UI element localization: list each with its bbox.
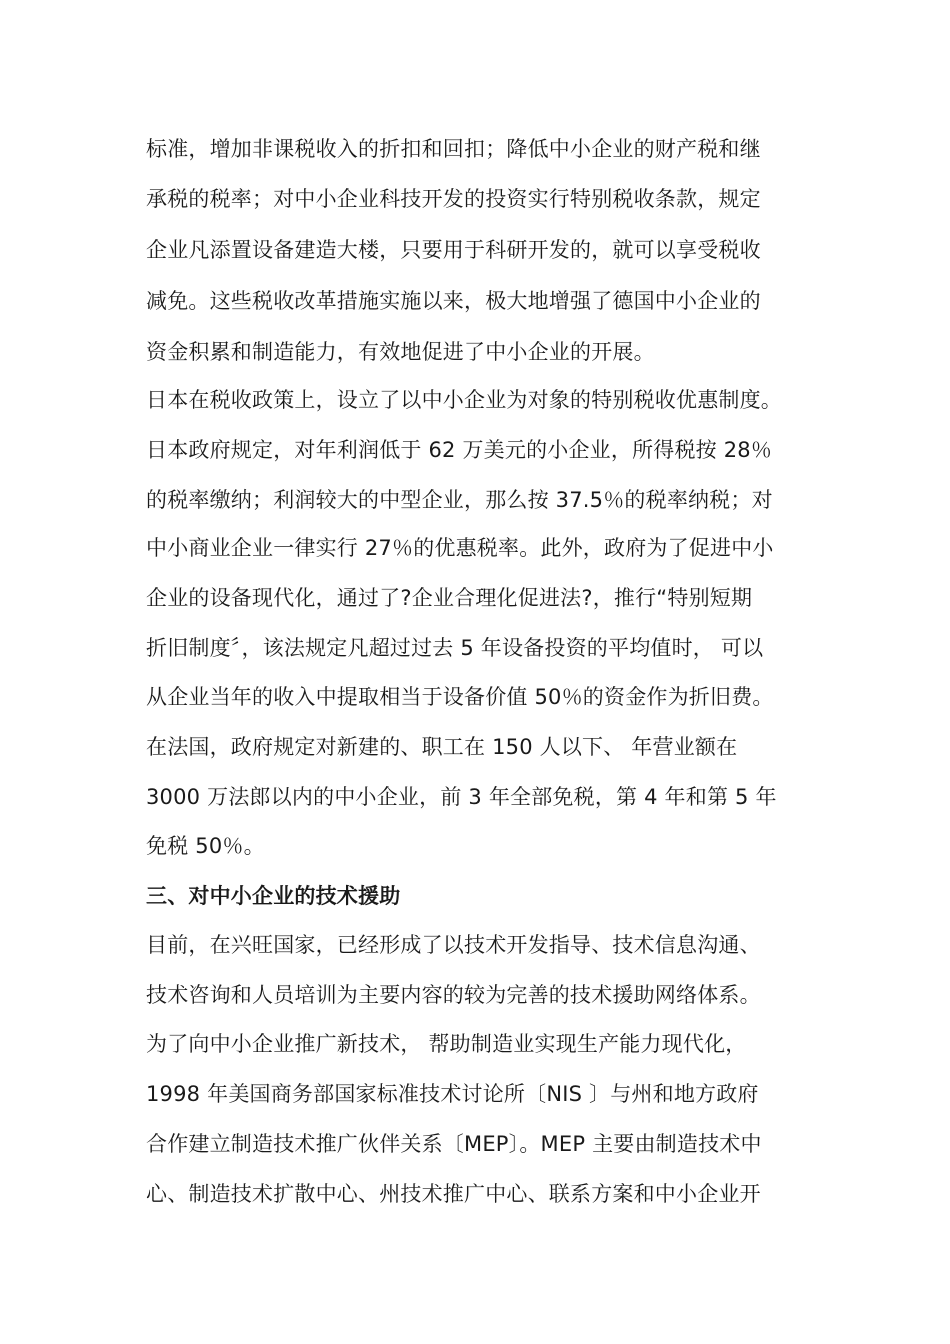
text-line: 企业的设备现代化，通过了?企业合理化促进法?，推行“特别短期 (146, 586, 753, 610)
text-line: 承税的税率；对中小企业科技开发的投资实行特别税收条款，规定 (146, 187, 761, 211)
text-line: 中小商业企业一律实行 27％的优惠税率。此外，政府为了促进中小 (146, 536, 774, 560)
text-line: 3000 万法郎以内的中小企业，前 3 年全部免税，第 4 年和第 5 年 (146, 785, 777, 809)
text-line: 从企业当年的收入中提取相当于设备价值 50％的资金作为折旧费。 (146, 685, 774, 709)
text-line: 企业凡添置设备建造大楼，只要用于科研开发的，就可以享受税收 (146, 238, 761, 262)
text-line: 免税 50％。 (146, 834, 265, 858)
text-line: 日本政府规定，对年利润低于 62 万美元的小企业，所得税按 28％ (146, 438, 773, 462)
text-line: 合作建立制造技术推广伙伴关系〔MEP〕。MEP 主要由制造技术中 (146, 1132, 762, 1156)
text-line: 日本在税收政策上，设立了以中小企业为对象的特别税收优惠制度。 (146, 388, 782, 412)
text-line: 资金积累和制造能力，有效地促进了中小企业的开展。 (146, 340, 655, 364)
text-line: 减免。这些税收改革措施实施以来，极大地增强了德国中小企业的 (146, 289, 761, 313)
text-line: 目前，在兴旺国家，已经形成了以技术开发指导、技术信息沟通、 (146, 933, 761, 957)
text-line: 的税率缴纳；利润较大的中型企业，那么按 37.5％的税率纳税；对 (146, 488, 773, 512)
section-heading: 三、对中小企业的技术援助 (146, 884, 401, 908)
text-line: 折旧制度〞，该法规定凡超过过去 5 年设备投资的平均值时， 可以 (146, 636, 764, 660)
text-line: 技术咨询和人员培训为主要内容的较为完善的技术援助网络体系。 (146, 983, 761, 1007)
text-line: 标准，增加非课税收入的折扣和回扣；降低中小企业的财产税和继 (146, 137, 761, 161)
text-line: 在法国，政府规定对新建的、职工在 150 人以下、 年营业额在 (146, 735, 738, 759)
text-line: 为了向中小企业推广新技术， 帮助制造业实现生产能力现代化， (146, 1032, 747, 1056)
text-line: 心、制造技术扩散中心、州技术推广中心、联系方案和中小企业开 (146, 1182, 761, 1206)
text-line: 1998 年美国商务部国家标准技术讨论所〔NIS 〕与州和地方政府 (146, 1082, 759, 1106)
